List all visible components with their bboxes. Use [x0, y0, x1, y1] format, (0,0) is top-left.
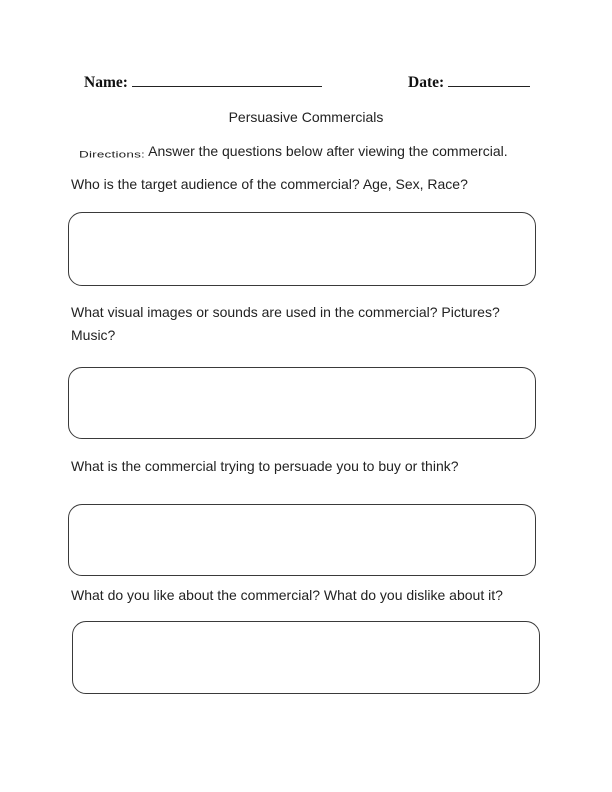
directions: [79, 142, 508, 161]
question-1: Who is the target audience of the commercial? Age, Sex, Race?: [71, 176, 468, 192]
date-label: Date:: [408, 74, 445, 91]
question-4: What do you like about the commercial? What do you dislike about it?: [71, 587, 503, 603]
name-label: Name:: [84, 74, 128, 91]
answer-box-4[interactable]: [72, 621, 540, 694]
name-field: [84, 70, 322, 93]
worksheet-title: Persuasive Commercials: [228, 109, 384, 125]
answer-box-3[interactable]: [68, 504, 536, 576]
question-2: What visual images or sounds are used in the commercial? Pictures? Music?: [71, 304, 500, 343]
directions-text: Answer the questions below after viewing the commercial.: [144, 143, 508, 159]
date-blank-line[interactable]: [448, 70, 530, 87]
name-blank-line[interactable]: [132, 70, 322, 87]
answer-box-1[interactable]: [68, 212, 536, 286]
question-3: What is the commercial trying to persuade you to buy or think?: [71, 458, 459, 474]
date-field: [408, 70, 530, 93]
answer-box-2[interactable]: [68, 367, 536, 439]
directions-label: Directions:: [79, 149, 145, 160]
